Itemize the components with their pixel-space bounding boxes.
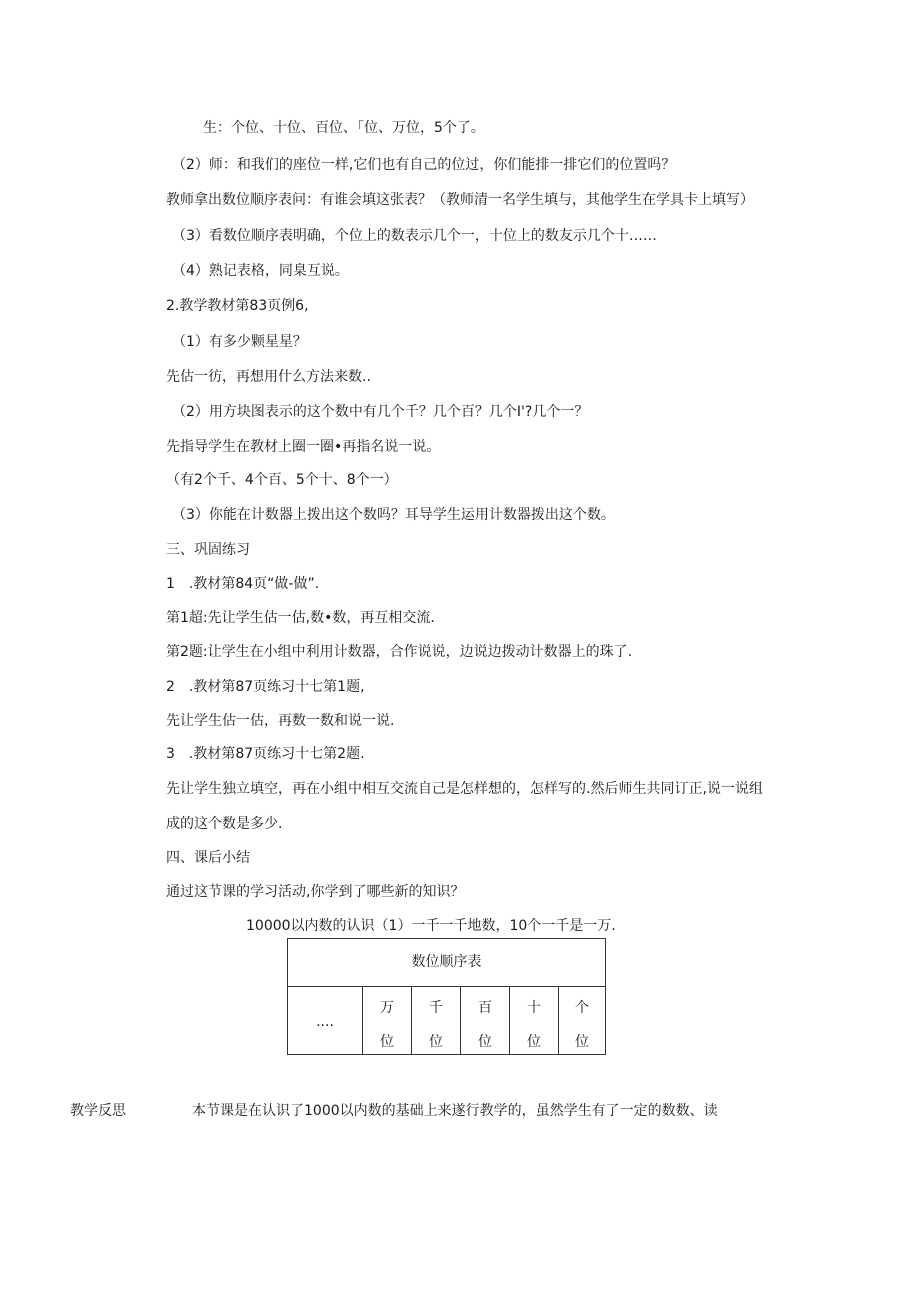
text-line-6: 2.教学教材第83页例6,: [166, 298, 309, 314]
cell-bottom-text: 位: [575, 1034, 589, 1050]
text-line-18: 先让学生估一估，再数一数和说一说.: [166, 713, 395, 729]
cell-top-text: 千: [429, 1000, 443, 1016]
text-line-10: 先指导学生在教材上圈一圈•再指名说一说。: [166, 439, 441, 455]
text-line-9: （2）用方块图表示的这个数中有几个千？几个百？几个I'?几个一？: [172, 404, 589, 420]
text-line-20: 先让学生独立填空，再在小组中相互交流自己是怎样想的，怎样写的.然后师生共同订正,说一说组: [166, 781, 763, 797]
table-cell-bai: [461, 986, 510, 1054]
text-line-15: 第1超:先让学生估一估,数•数，再互相交流.: [166, 610, 435, 626]
text-line-8: 先估一彷，再想用什么方法来数..: [166, 369, 371, 385]
table-cell-wan: [363, 986, 412, 1054]
text-line-1: 生：个位、十位、百位、「位、万位，5个了。: [203, 120, 485, 136]
text-line-23: 通过这节课的学习活动,你学到了哪些新的知识？: [166, 884, 465, 900]
cell-bottom-text: 位: [429, 1034, 443, 1050]
reflection-text: 本节课是在认识了1000以内数的基础上来遂行教学的，虽然学生有了一定的数数、读: [192, 1103, 718, 1119]
cell-top-text: 百: [478, 1000, 492, 1016]
table-title: 数位顺序表: [288, 939, 605, 987]
cell-top-text: 万: [380, 1000, 394, 1016]
cell-bottom-text: 位: [380, 1034, 394, 1050]
reflection-label: 教学反思: [70, 1103, 126, 1119]
text-line-3: 教师拿出数位顺序表问：有谁会填这张表？（教师清一名学生填与，其他学生在学具卡上填写）: [166, 192, 754, 208]
place-value-table: [287, 938, 606, 1055]
text-line-16: 第2题:让学生在小组中利用计数器，合作说说，边说边拨动计数器上的珠了.: [166, 644, 633, 660]
table-cell-ellipsis: [288, 986, 363, 1054]
section-heading-summary: 四、课后小结: [166, 850, 250, 866]
text-line-17: 2 .教材第87页练习十七第1题,: [166, 679, 365, 695]
text-line-19: 3 .教材第87页练习十七第2题.: [166, 746, 365, 762]
text-line-7: （1）有多少颗星星？: [172, 334, 307, 350]
text-line-4: （3）看数位顺序表明确，个位上的数表示几个一，十位上的数友示几个十……: [172, 228, 657, 244]
board-title: 10000以内数的认识（1）一千一千地数，10个一千是一万.: [246, 918, 616, 934]
cell-top-text: 十: [527, 1000, 541, 1016]
text-line-14: 1 .教材第84页“做-做”.: [166, 576, 320, 592]
cell-top-text: 个: [575, 1000, 589, 1016]
table-cell-ge: [559, 986, 605, 1054]
text-line-2: （2）师：和我们的座位一样,它们也有自己的位过，你们能排一排它们的位置吗？: [172, 157, 676, 173]
text-line-12: （3）你能在计数器上拨出这个数吗？耳导学生运用计数器拨出这个数。: [172, 507, 615, 523]
text-line-11: （有2个千、4个百、5个十、8个一）: [166, 472, 398, 488]
text-line-21: 成的这个数是多少.: [166, 816, 283, 832]
text-line-5: （4）熟记表格，同臬互说。: [172, 263, 349, 279]
table-cell-shi: [510, 986, 559, 1054]
cell-bottom-text: 位: [527, 1034, 541, 1050]
cell-bottom-text: 位: [478, 1034, 492, 1050]
section-heading-practice: 三、巩固练习: [166, 542, 250, 558]
ellipsis-text: ....: [316, 1014, 334, 1030]
table-cell-qian: [412, 986, 461, 1054]
